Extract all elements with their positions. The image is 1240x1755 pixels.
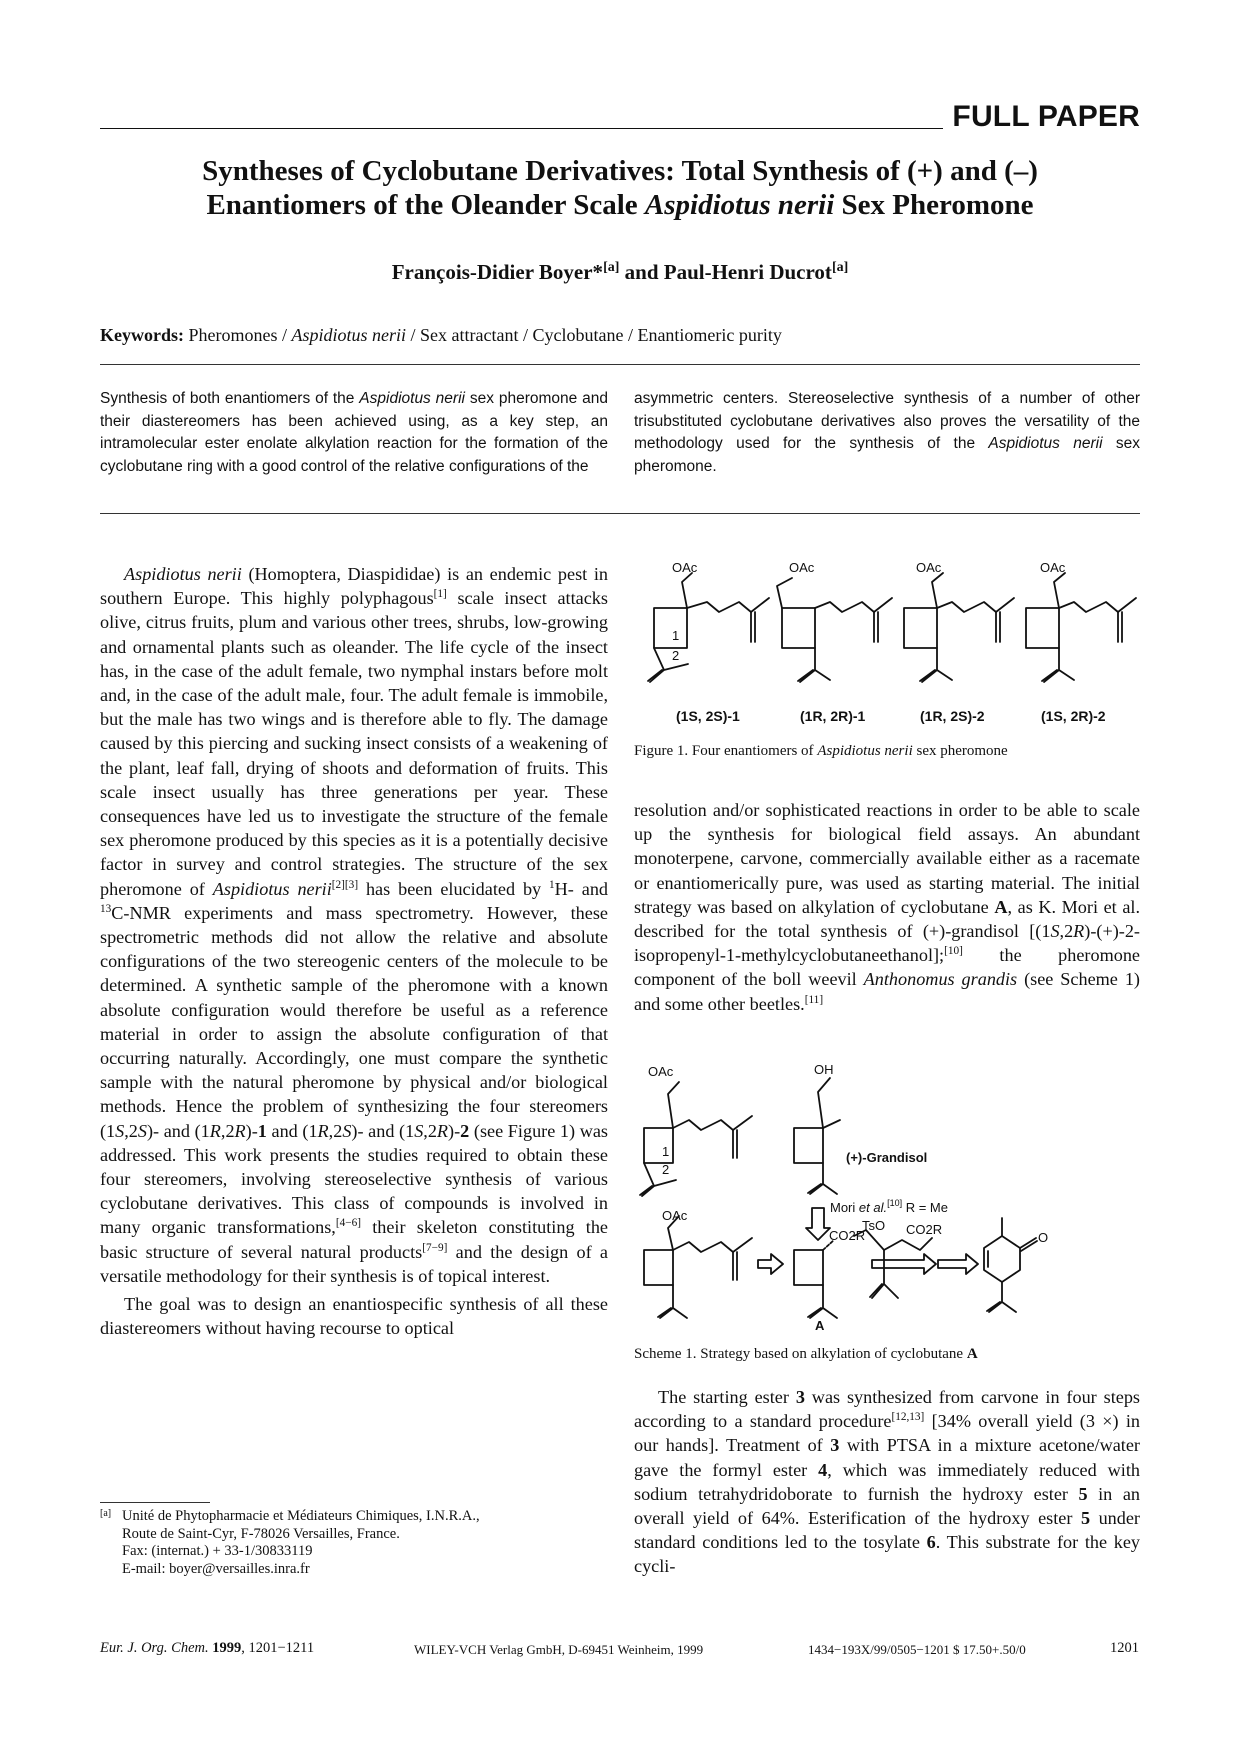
abstract-top-rule <box>100 364 1140 365</box>
abstract-bottom-rule <box>100 513 1140 514</box>
footnote-rule <box>100 1502 210 1503</box>
svg-text:1: 1 <box>672 628 680 643</box>
scheme-1-caption: Scheme 1. Strategy based on alkylation of cyclobutane A <box>634 1346 978 1362</box>
compound-a-label: A <box>815 1318 825 1333</box>
svg-text:2: 2 <box>662 1162 670 1177</box>
mori-annotation: Mori et al.[10] R = Me <box>830 1198 948 1215</box>
molecule-1r2r-1 <box>777 578 892 682</box>
svg-text:1: 1 <box>662 1144 670 1159</box>
paragraph: resolution and/or sophisticated reactions in order to be able to scale up the synthesis for biological field assays. An abundant monoterpene, carvone, commercially available either as a racemate or enantiomerically pure, was used as starting material. The initial strategy was based on alkylation of cyclobutane A, as K. Mori et al. described for the total synthesis of (+)-grandisol [(1S,2R)-(+)-2-isopropenyl-1-methylcyclobutaneethanol];[10] the pheromone component of the boll weevil Anthonomus grandis (see Scheme 1) and some other beetles.[11] <box>634 800 1140 1014</box>
compound-label: (1S, 2R)-2 <box>1041 708 1106 724</box>
author-name: François-Didier Boyer* <box>391 260 604 284</box>
svg-text:OAc: OAc <box>1040 560 1066 575</box>
body-column-right-bottom <box>634 1385 1140 1579</box>
abstract-right: asymmetric centers. Stereoselective synthesis of a number of other trisubstituted cyclobutane derivatives also proves the versatility of the methodology used for the synthesis of the Aspidiotus nerii sex pheromone. <box>634 390 1140 475</box>
header-rule <box>100 128 943 129</box>
molecule-1r2s-2 <box>904 573 1014 682</box>
section-label: FULL PAPER <box>952 100 1140 133</box>
svg-text:2: 2 <box>672 648 680 663</box>
title-line-2: Enantiomers of the Oleander Scale Aspidiotus nerii Sex Pheromone <box>206 189 1034 221</box>
issn-line: 1434−193X/99/0505−1201 $ 17.50+.50/0 <box>808 1642 1026 1657</box>
svg-text:OAc: OAc <box>916 560 942 575</box>
article-title <box>100 154 1140 222</box>
molecule-1s2s-1 <box>648 573 769 682</box>
publisher-line: WILEY-VCH Verlag GmbH, D-69451 Weinheim, 1999 <box>414 1642 704 1657</box>
compound-label: (1R, 2S)-2 <box>920 708 985 724</box>
svg-text:TsO: TsO <box>862 1218 886 1233</box>
compound-label: (1S, 2S)-1 <box>676 708 740 724</box>
author-name: Paul-Henri Ducrot <box>663 260 832 284</box>
paragraph: The goal was to design an enantiospecific synthesis of all these diastereomers without having recourse to optical <box>100 1294 608 1339</box>
svg-text:OAc: OAc <box>789 560 815 575</box>
scheme-1-structures <box>634 1058 1140 1336</box>
grandisol-label: (+)-Grandisol <box>846 1150 928 1165</box>
footnote: [a] Unité de Phytopharmacie et Médiateurs Chimiques, I.N.R.A., Route de Saint-Cyr, F-78026 Versailles, France. Fax: (internat.) + 33-1/30833119 E-mail: boyer@versailles.inra.fr <box>100 1508 480 1577</box>
svg-text:OAc: OAc <box>672 560 698 575</box>
body-column-left <box>100 562 608 1341</box>
paragraph: Aspidiotus nerii (Homoptera, Diaspididae) is an endemic pest in southern Europe. This highly polyphagous[1] scale insect attacks olive, citrus fruits, plum and various other trees, shrubs, low-growing and ornamental plants such as oleander. The life cycle of the insect has, in the case of the adult female, two nymphal instars before molt and, in the case of the adult male, four. The adult female is immobile, but the male has two wings and is therefore able to fly. The damage caused by this piercing and sucking insect consists of a weakening of the plant, leaf fall, drying of shoots and deformation of fruits. This scale insect usually has three generations per year. These consequences have led us to investigate the structure of the female sex pheromone produced by this species as it is a potentially decisive factor in survey and control strategies. The structure of the sex pheromone of Aspidiotus nerii[2][3] has been elucidated by $^1$H- and $^{13}$C-NMR experiments and mass spectrometry. However, these spectrometric methods did not allow the relative and absolute configurations of the two stereogenic centers of the molecule to be determined. A synthetic sample of the pheromone with a known absolute configuration would therefore be useful as a reference material in order to assign the absolute configuration of that occurring naturally. Accordingly, one must compare the synthetic sample with the natural pheromone by physical and/or biological methods. Hence the problem of synthesizing the four stereomers (1S,2S)- and (1R,2R)-1 and (1R,2S)- and (1S,2R)-2 (see Figure 1) was addressed. This work presents the studies required to obtain these four stereomers, involving stereoselective synthesis of various cyclobutane derivatives. This class of compounds is involved in many organic transformations,[4−6] their skeleton constituting the basic structure of several natural products[7−9] and the design of a versatile methodology for their synthesis is of topical interest. <box>100 564 609 1286</box>
svg-text:CO2R: CO2R <box>829 1228 866 1243</box>
abstract-left: Synthesis of both enantiomers of the Aspidiotus nerii sex pheromone and their diastereomers has been achieved using, as a key step, an intramolecular ester enolate alkylation reaction for the formation of the cyclobutane ring with a good control of the relative configurations of the <box>100 390 608 475</box>
svg-text:OH: OH <box>814 1062 834 1077</box>
svg-text:CO2R: CO2R <box>906 1222 943 1237</box>
body-column-right-top <box>634 798 1140 1016</box>
paragraph: The starting ester 3 was synthesized from carvone in four steps according to a standard procedure[12,13] [34% overall yield (3 ×) in our hands]. Treatment of 3 with PTSA in a mixture acetone/water gave the formyl ester 4, which was immediately reduced with sodium tetrahydridoborate to furnish the hydroxy ester 5 in an overall yield of 64%. Esterification of the hydroxy ester 5 under standard conditions led to the tosylate 6. This substrate for the key cycli- <box>634 1387 1140 1577</box>
page-number: 1201 <box>1110 1640 1139 1656</box>
svg-text:OAc: OAc <box>662 1208 688 1223</box>
figure-1-structures <box>634 560 1140 735</box>
svg-text:O: O <box>1038 1230 1049 1245</box>
svg-text:OAc: OAc <box>648 1064 674 1079</box>
figure-1-caption: Figure 1. Four enantiomers of Aspidiotus nerii sex pheromone <box>634 743 1008 759</box>
title-line-1: Syntheses of Cyclobutane Derivatives: Total Synthesis of (+) and (–) <box>202 155 1038 187</box>
journal-citation: Eur. J. Org. Chem. 1999, 1201−1211 <box>100 1640 315 1656</box>
molecule-1s2r-2 <box>1026 573 1136 682</box>
keywords: Keywords: Pheromones / Aspidiotus nerii / Sex attractant / Cyclobutane / Enantiomeric purity <box>100 325 782 345</box>
compound-label: (1R, 2R)-1 <box>800 708 866 724</box>
author-list: François-Didier Boyer*[a] and Paul-Henri Ducrot[a] <box>391 260 849 284</box>
